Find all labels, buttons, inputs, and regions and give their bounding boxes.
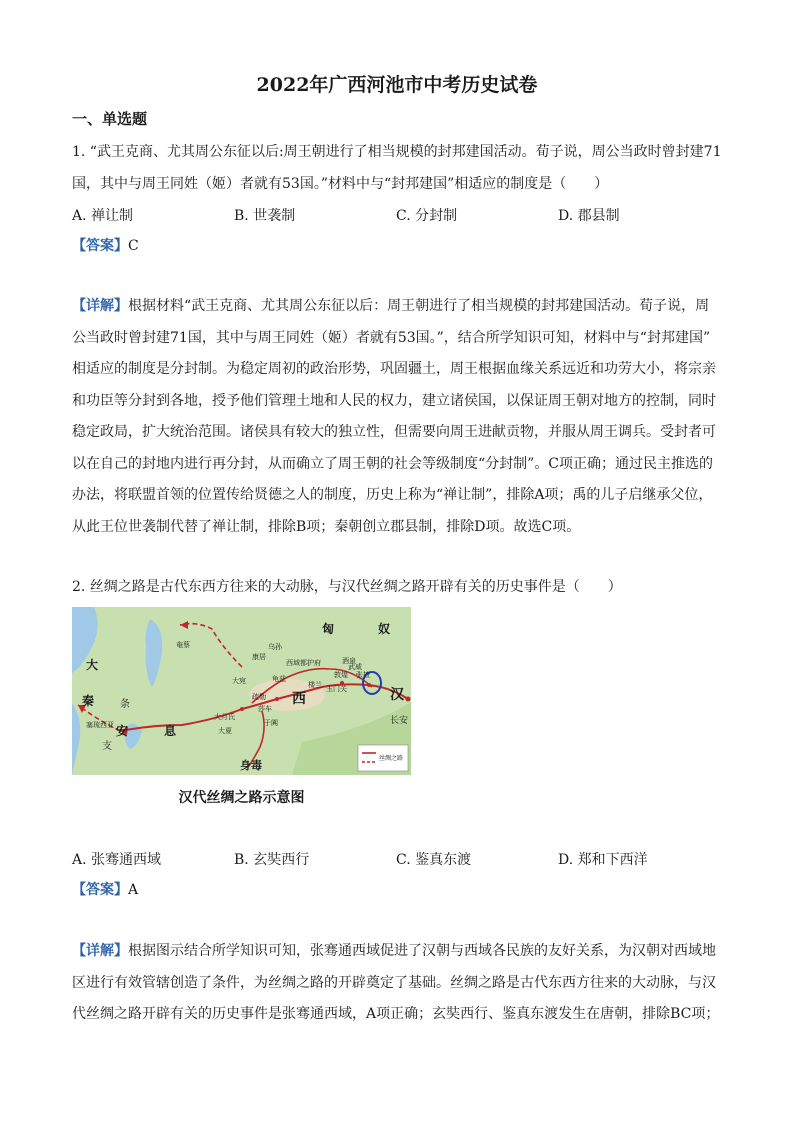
- label-anxi2: 息: [164, 724, 177, 738]
- q2-detail-line: 区进行有效管辖创造了条件，为丝绸之路的开辟奠定了基础。丝绸之路是古代东西方往来的大动脉，与汉: [72, 974, 716, 991]
- q2-detail-line: 代丝绸之路开辟有关的历史事件是张骞通西域，A项正确；玄奘西行、鉴真东渡发生在唐朝，排除BC项；: [72, 1006, 720, 1022]
- q2-options: [72, 849, 732, 869]
- label-han: 汉: [390, 687, 404, 703]
- city-dot-dayuan: [240, 707, 244, 711]
- q2-option-d[interactable]: D. 郑和下西洋: [558, 852, 648, 868]
- legend-label: 丝绸之路: [379, 755, 404, 762]
- detail-tag: 【详解】: [72, 298, 128, 314]
- label-daqin2: 秦: [82, 694, 95, 708]
- answer-value: C: [128, 238, 139, 254]
- q1-detail-line: 公当政时曾封建71国，其中与周王同姓（姬）者就有53国。”，结合所学知识可知，材料中与“封邦建国”: [72, 329, 711, 346]
- section-heading: 一、单选题: [72, 110, 148, 128]
- q2-answer: [72, 880, 138, 900]
- q1-detail-line: 和功臣等分封到各地，授予他们管理土地和人民的权力，建立诸侯国，以保证周王朝对地方的控制，同时: [72, 392, 716, 409]
- answer-value: A: [128, 882, 139, 898]
- label-xiongnu1: 匈: [322, 622, 335, 636]
- label-jiuquan: 酒泉: [342, 657, 356, 665]
- q1-option-b[interactable]: B. 世袭制: [234, 208, 296, 224]
- q1-answer: [72, 236, 139, 256]
- q2-stem: 2. 丝绸之路是古代东西方往来的大动脉，与汉代丝绸之路开辟有关的历史事件是（ ）: [72, 579, 622, 595]
- label-dayuezhi: 大月氏: [214, 713, 235, 721]
- q1-option-c[interactable]: C. 分封制: [396, 208, 458, 224]
- q1-stem-line1: 1. “武王克商、尤其周公东征以后:周王朝进行了相当规模的封邦建国活动。荀子说，周公当政时曾封建71: [72, 144, 722, 160]
- label-yutian: 于阗: [264, 719, 278, 727]
- q1-detail-line: 办法，将联盟首领的位置传给贤德之人的制度，历史上称为“禅让制”，排除A项；禹的儿子启继承父位，: [72, 487, 713, 503]
- map-caption: 汉代丝绸之路示意图: [178, 790, 305, 806]
- q1-detail-line: 根据材料“武王克商、尤其周公东征以后：周王朝进行了相当规模的封邦建国活动。荀子说，周: [128, 298, 710, 314]
- q2-option-c[interactable]: C. 鉴真东渡: [396, 852, 472, 868]
- q1-options: [72, 205, 732, 225]
- label-yumen: 玉门关: [326, 685, 347, 693]
- label-zhangye: 张掖: [356, 671, 370, 679]
- label-shule: 疏勒: [252, 693, 266, 701]
- label-xiyu: 西: [292, 691, 306, 707]
- q1-option-a[interactable]: A. 禅让制: [72, 208, 134, 224]
- label-tiao: 条: [120, 699, 130, 710]
- q1-detail-line: 相适应的制度是分封制。为稳定周初的政治形势，巩固疆土，周王根据血缘关系远近和功劳大小，将宗亲: [72, 361, 716, 377]
- label-loulan: 楼兰: [308, 681, 322, 689]
- label-xiongnu2: 奴: [378, 622, 391, 636]
- label-shendu: 身毒: [240, 759, 262, 772]
- q1-detail-line: 稳定政局，扩大统治范围。诸侯具有较大的独立性，但需要向周王进献贡物，并服从周王调兵。受封者可: [72, 424, 716, 440]
- label-kangju: 康居: [252, 653, 266, 661]
- q1-stem-line2: 国，其中与周王同姓（姬）者就有53国。”材料中与“封邦建国”相适应的制度是（ ）: [72, 176, 609, 192]
- label-dunhuang: 敦煌: [334, 671, 348, 679]
- label-qiuci: 龟兹: [272, 675, 286, 683]
- label-daxia: 大夏: [218, 727, 232, 735]
- q1-detail-line: 从此王位世袭制代替了禅让制，排除B项；秦朝创立郡县制，排除D项。故选C项。: [72, 518, 581, 535]
- label-changan: 长安: [390, 716, 409, 726]
- answer-tag: 【答案】: [72, 882, 128, 898]
- q2-option-b[interactable]: B. 玄奘西行: [234, 852, 310, 868]
- label-duhu: 西域都护府: [286, 659, 321, 667]
- answer-tag: 【答案】: [72, 238, 128, 254]
- label-yancai: 奄蔡: [176, 641, 190, 649]
- label-xiwanghaibin: 塞琉西亚: [86, 721, 114, 729]
- label-anxi1: 安: [116, 724, 129, 738]
- label-wuwei: 武威: [348, 663, 362, 671]
- q1-detail: [72, 291, 724, 543]
- city-dot-changan: [406, 697, 411, 702]
- city-dot-wuwei: [367, 683, 371, 687]
- detail-tag: 【详解】: [72, 943, 128, 959]
- label-zhi: 支: [102, 741, 112, 752]
- label-dayuan: 大宛: [232, 677, 246, 685]
- label-wusun: 乌孙: [268, 643, 282, 651]
- q1-detail-line: 以在自己的封地内进行再分封，从而确立了周王朝的社会等级制度“分封制”。C项正确；通过民主推选的: [72, 455, 714, 472]
- city-dot-shule: [275, 697, 279, 701]
- page-title: 2022年广西河池市中考历史试卷: [256, 74, 538, 96]
- q2-option-a[interactable]: A. 张骞通西域: [72, 852, 162, 868]
- silk-road-map: [72, 607, 411, 775]
- label-daqin1: 大: [86, 658, 99, 672]
- label-shache: 莎车: [258, 705, 272, 713]
- q2-detail: [72, 936, 724, 1031]
- q1-option-d[interactable]: D. 郡县制: [558, 208, 620, 224]
- q2-detail-line: 根据图示结合所学知识可知，张骞通西域促进了汉朝与西域各民族的友好关系，为汉朝对西域地: [128, 943, 716, 959]
